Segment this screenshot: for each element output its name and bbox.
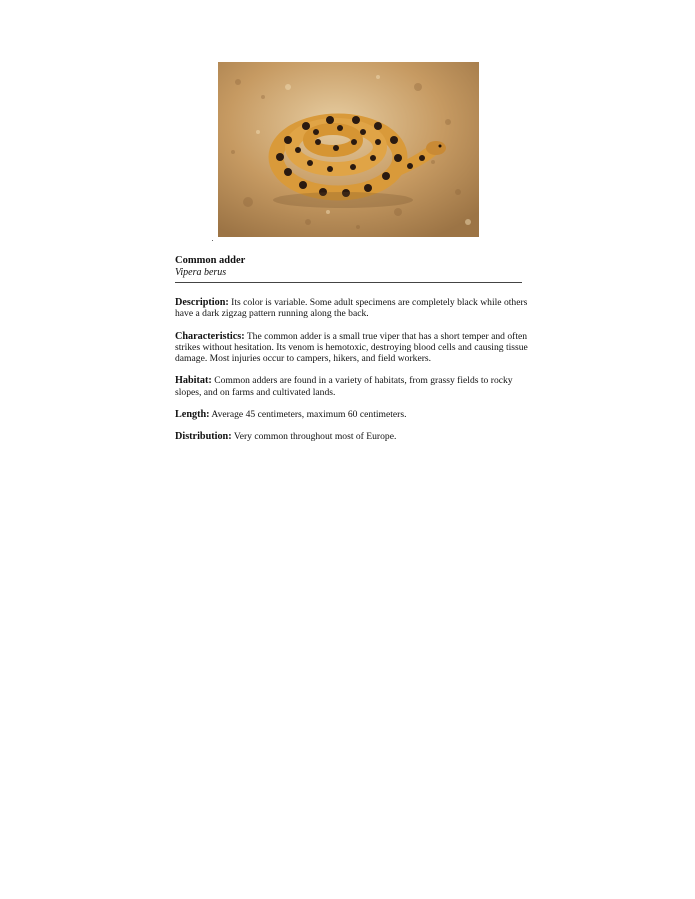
- distribution-paragraph: [175, 431, 530, 442]
- distribution-label: Distribution:: [175, 431, 232, 443]
- description-paragraph: [175, 297, 530, 320]
- habitat-text: Common adders are found in a variety of habitats, from grassy fields to rocky slopes, and on farms and cultivated lands.: [175, 375, 513, 398]
- characteristics-label: Characteristics:: [175, 330, 245, 342]
- common-name: Common adder: [175, 255, 246, 266]
- length-label: Length:: [175, 409, 210, 421]
- description-label: Description:: [175, 297, 229, 308]
- snake-photo: [218, 62, 479, 237]
- stray-mark: [212, 240, 213, 241]
- entry-header: [175, 255, 522, 279]
- habitat-label: Habitat:: [175, 375, 212, 387]
- entry-body: [175, 297, 530, 454]
- scientific-name: Vipera berus: [175, 267, 227, 278]
- characteristics-text: The common adder is a small true viper that has a short temper and often strikes without hesitation. Its venom is hemotoxic, destroying blood cells and causing tissue damage. Most injuries occur to campers, hikers, and field workers.: [175, 330, 528, 365]
- characteristics-paragraph: [175, 331, 530, 365]
- description-text: Its color is variable. Some adult specimens are completely black while others have a dark zigzag pattern running along the back.: [175, 297, 528, 320]
- habitat-paragraph: [175, 375, 530, 398]
- length-paragraph: [175, 409, 530, 420]
- length-text: Average 45 centimeters, maximum 60 centimeters.: [209, 409, 407, 421]
- divider: [175, 282, 522, 283]
- distribution-text: Very common throughout most of Europe.: [231, 431, 397, 443]
